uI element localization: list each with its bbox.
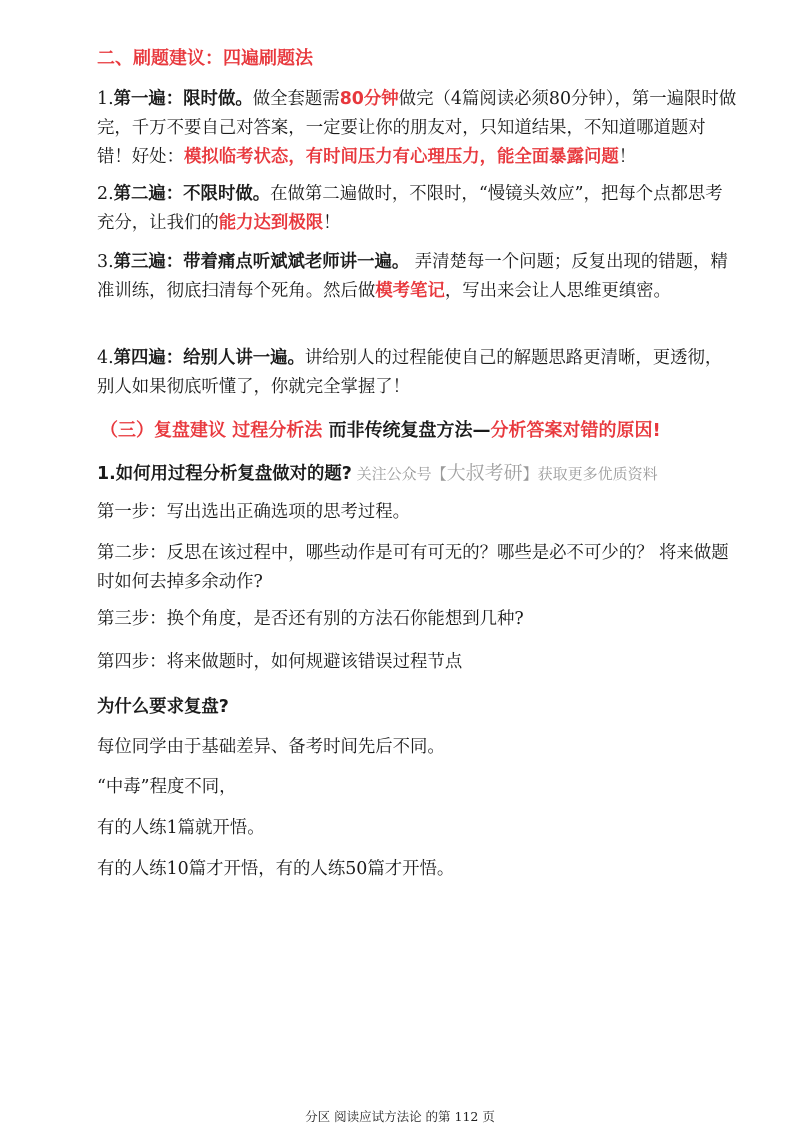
- step-3: 第三步：换个角度，是否还有别的方法石你能想到几种?: [97, 609, 524, 629]
- pass1-label: 第一遍：限时做。: [113, 89, 253, 109]
- paragraph-third-pass: [97, 248, 737, 306]
- pass2-end: ！: [323, 213, 341, 233]
- step-2: 第二步：反思在该过程中，哪些动作是可有可无的？哪些是必不可少的？ 将来做题时如何去掉多余动作?: [97, 543, 729, 592]
- why-line-1: 每位同学由于基础差异、备考时间先后不同。: [97, 737, 445, 757]
- pass2-label: 第二遍：不限时做。: [113, 184, 271, 204]
- pass4-number: 4.: [97, 348, 114, 368]
- pass1-benefit: 模拟临考状态，有时间压力有心理压力，能全面暴露问题: [183, 147, 619, 167]
- question-title: 1.如何用过程分析复盘做对的题?: [97, 464, 352, 484]
- watermark-text-a: 关注公众号【: [351, 465, 447, 483]
- paragraph-second-pass: [97, 180, 737, 238]
- review-heading-part1: （三）复盘建议 过程分析法: [100, 420, 329, 441]
- step-4: 第四步：将来做题时，如何规避该错误过程节点: [97, 652, 463, 672]
- pass1-text-b: 做完（4篇阅读必须80分钟），第一遍限时做完，千万不要自己对答案，一定要让你的朋友对，只知道结果，不知道哪道题对错！好处：: [97, 89, 737, 167]
- pass2-number: 2.: [97, 184, 114, 204]
- section-heading-review: [100, 416, 661, 442]
- why-line-2: “中毒”程度不同，: [97, 777, 237, 797]
- review-heading-part3: 分析答案对错的原因!: [490, 420, 661, 441]
- pass3-text-a: 弄清楚每一个问题；反复出现的错题，精准训练，彻底扫清每个死角。然后做: [97, 252, 728, 301]
- pass2-highlight: 能力达到极限: [218, 213, 324, 233]
- watermark-text-b: 】获取更多优质资料: [522, 465, 658, 483]
- section-heading-brushing: 二、刷题建议：四遍刷题法: [97, 48, 313, 69]
- why-line-3: 有的人练1篇就开悟。: [97, 818, 265, 838]
- pass3-label: 第三遍：带着痛点听斌斌老师讲一遍。: [113, 252, 410, 272]
- pass3-number: 3.: [97, 252, 114, 272]
- pass2-text: 在做第二遍做时，不限时，“慢镜头效应”，把每个点都思考充分，让我们的: [97, 184, 723, 233]
- paragraph-first-pass: [97, 85, 737, 172]
- pass1-text-a: 做全套题需: [252, 89, 340, 109]
- pass3-highlight: 模考笔记: [375, 281, 445, 301]
- page-footer: 分区 阅读应试方法论 的第 112 页: [305, 1109, 495, 1124]
- question-heading-correct: [97, 458, 658, 485]
- pass1-end: ！: [618, 147, 637, 167]
- pass3-text-b: ，写出来会让人思维更缜密。: [444, 281, 671, 301]
- review-heading-part2: 而非传统复盘方法—: [328, 420, 491, 441]
- step-1: 第一步：写出选出正确选项的思考过程。: [97, 502, 411, 522]
- why-review-heading: 为什么要求复盘?: [97, 697, 229, 717]
- pass1-number: 1.: [97, 89, 114, 109]
- paragraph-fourth-pass: [97, 344, 737, 402]
- pass4-text: 讲给别人的过程能使自己的解题思路更清晰，更透彻，别人如果彻底听懂了，你就完全掌握了！: [97, 348, 723, 397]
- pass4-label: 第四遍：给别人讲一遍。: [113, 348, 305, 368]
- watermark-brand: 大叔考研: [446, 462, 523, 484]
- why-line-4: 有的人练10篇才开悟，有的人练50篇才开悟。: [97, 859, 455, 879]
- pass1-time: 80分钟: [339, 89, 399, 109]
